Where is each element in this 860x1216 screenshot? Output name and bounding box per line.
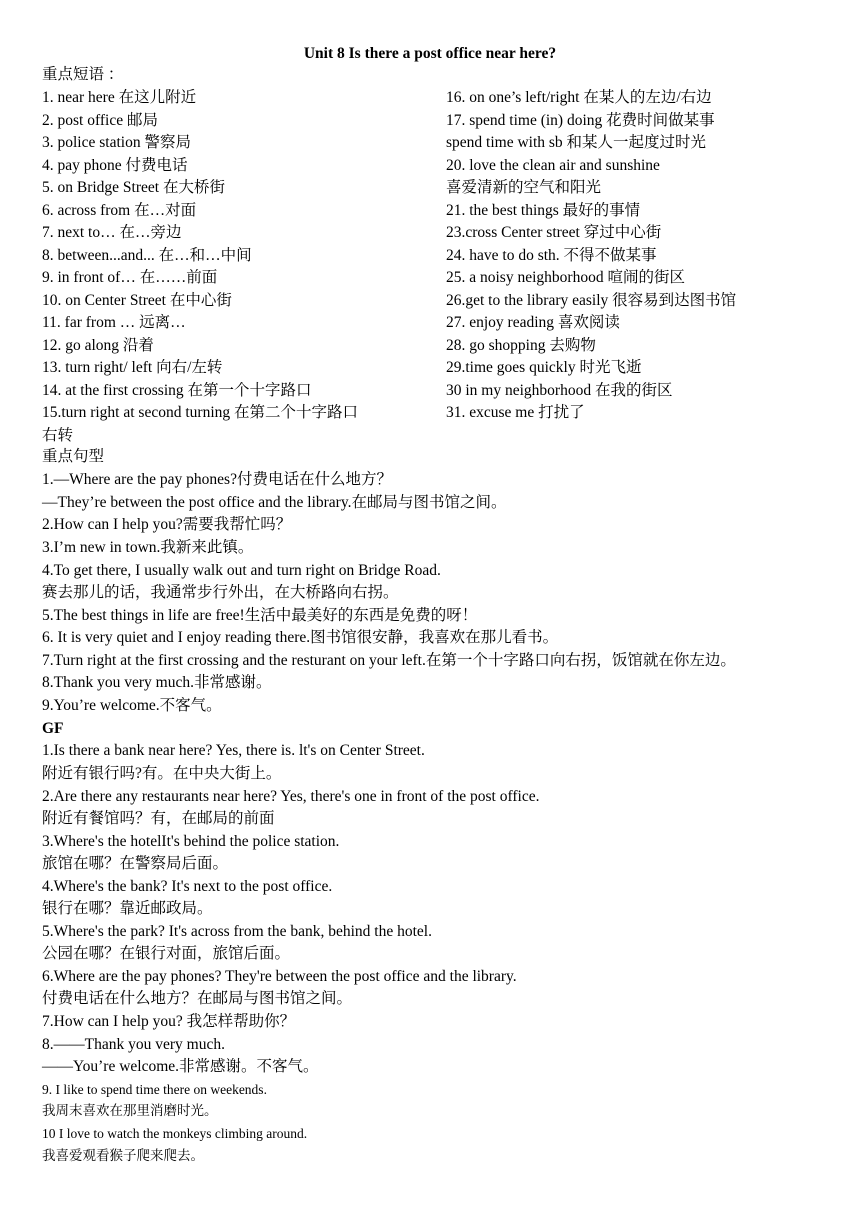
sentence-line: 5.The best things in life are free!生活中最美好的东西是免费的呀！ <box>42 607 478 624</box>
phrase-item: 25. a noisy neighborhood 喧闹的街区 <box>446 269 685 286</box>
phrase-item: 5. on Bridge Street 在大桥街 <box>42 179 225 196</box>
sentence-line: 3.I’m new in town.我新来此镇。 <box>42 539 254 556</box>
page-title: Unit 8 Is there a post office near here? <box>303 45 557 62</box>
sentence-line: 1.—Where are the pay phones?付费电话在什么地方？ <box>42 471 392 488</box>
gf-line: 公园在哪？在银行对面，旅馆后面。 <box>42 945 291 962</box>
gf-line: 附近有银行吗?有。在中央大街上。 <box>42 765 282 782</box>
phrase-item: 8. between...and... 在…和…中间 <box>42 246 252 264</box>
phrase-item: 24. have to do sth. 不得不做某事 <box>446 246 657 264</box>
sentence-line: 2.How can I help you?需要我帮忙吗？ <box>42 516 292 533</box>
phrase-item: 20. love the clean air and sunshine <box>446 156 660 174</box>
gf-line: 付费电话在什么地方？在邮局与图书馆之间。 <box>42 990 353 1007</box>
phrase-item: spend time with sb 和某人一起度过时光 <box>446 134 707 151</box>
small-line: 10 I love to watch the monkeys climbing around. <box>42 1126 308 1141</box>
phrase-item: 21. the best things 最好的事情 <box>446 201 641 219</box>
phrase-item: 29.time goes quickly 时光飞逝 <box>446 359 642 376</box>
gf-line: 8.——Thank you very much. <box>42 1036 225 1053</box>
gf-line: 5.Where's the park? It's across from the bank, behind the hotel. <box>42 923 432 940</box>
phrase-item: 10. on Center Street 在中心街 <box>42 291 232 309</box>
phrase-item: 2. post office 邮局 <box>42 111 158 129</box>
phrase-item: 12. go along 沿着 <box>42 336 154 354</box>
phrase-item: 7. next to… 在…旁边 <box>42 224 182 241</box>
sentence-line: 9.You’re welcome.不客气。 <box>42 697 222 714</box>
gf-line: 旅馆在哪？在警察局后面。 <box>42 855 229 872</box>
phrase-item: 6. across from 在…对面 <box>42 201 197 219</box>
phrases-right-column <box>446 87 846 425</box>
sentence-line: 8.Thank you very much.非常感谢。 <box>42 674 272 691</box>
sentence-line: 7.Turn right at the first crossing and the resturant on your left.在第一个十字路口向右拐，饭馆就在你左边。 <box>42 652 736 669</box>
sentences-heading: 重点句型 <box>42 448 105 465</box>
phrase-item: 28. go shopping 去购物 <box>446 336 596 354</box>
small-line: 我周末喜欢在那里消磨时光。 <box>42 1103 218 1118</box>
phrase-item: 右转 <box>42 426 74 444</box>
sentence-line: —They’re between the post office and the library.在邮局与图书馆之间。 <box>42 494 507 511</box>
gf-line: 6.Where are the pay phones? They're between the post office and the library. <box>42 968 517 985</box>
sentence-line: 6. It is very quiet and I enjoy reading there.图书馆很安静，我喜欢在那儿看书。 <box>42 629 559 646</box>
gf-line: ——You’re welcome.非常感谢。不客气。 <box>42 1058 319 1075</box>
phrase-item: 4. pay phone 付费电话 <box>42 156 188 174</box>
gf-line: 4.Where's the bank? It's next to the post office. <box>42 878 333 895</box>
small-line: 我喜爱观看猴子爬来爬去。 <box>42 1148 204 1163</box>
phrase-item: 27. enjoy reading 喜欢阅读 <box>446 314 620 331</box>
gf-line: 附近有餐馆吗？有，在邮局的前面 <box>42 810 275 827</box>
small-line: 9. I like to spend time there on weekends. <box>42 1082 267 1097</box>
gf-line: 7.How can I help you? 我怎样帮助你？ <box>42 1013 296 1030</box>
sentence-line: 赛去那儿的话，我通常步行外出，在大桥路向右拐。 <box>42 584 399 601</box>
phrase-item: 喜爱清新的空气和阳光 <box>446 179 602 196</box>
gf-line: 2.Are there any restaurants near here? Yes, there's one in front of the post office. <box>42 788 540 805</box>
phrases-heading: 重点短语 ： <box>42 66 124 83</box>
phrases-left-column <box>42 87 437 447</box>
gf-line: 1.Is there a bank near here? Yes, there is. lt's on Center Street. <box>42 742 425 759</box>
phrase-item: 17. spend time (in) doing 花费时间做某事 <box>446 111 715 129</box>
phrase-item: 14. at the first crossing 在第一个十字路口 <box>42 381 312 399</box>
phrase-item: 26.get to the library easily 很容易到达图书馆 <box>446 291 737 309</box>
phrase-item: 9. in front of… 在……前面 <box>42 269 218 286</box>
phrase-item: 15.turn right at second turning 在第二个十字路口 <box>42 404 358 421</box>
gf-line: 3.Where's the hotelIt's behind the police station. <box>42 833 340 850</box>
phrase-item: 16. on one’s left/right 在某人的左边/右边 <box>446 89 712 106</box>
phrase-item: 11. far from … 远离… <box>42 314 186 331</box>
phrase-item: 23.cross Center street 穿过中心街 <box>446 224 662 241</box>
gf-heading: GF <box>42 720 64 737</box>
sentence-line: 4.To get there, I usually walk out and turn right on Bridge Road. <box>42 562 441 579</box>
phrase-item: 30 in my neighborhood 在我的街区 <box>446 381 673 399</box>
phrase-item: 13. turn right/ left 向右/左转 <box>42 359 223 376</box>
phrase-item: 31. excuse me 打扰了 <box>446 404 585 421</box>
phrase-item: 1. near here 在这儿附近 <box>42 89 197 106</box>
gf-line: 银行在哪？靠近邮政局。 <box>42 900 213 917</box>
phrase-item: 3. police station 警察局 <box>42 134 191 151</box>
